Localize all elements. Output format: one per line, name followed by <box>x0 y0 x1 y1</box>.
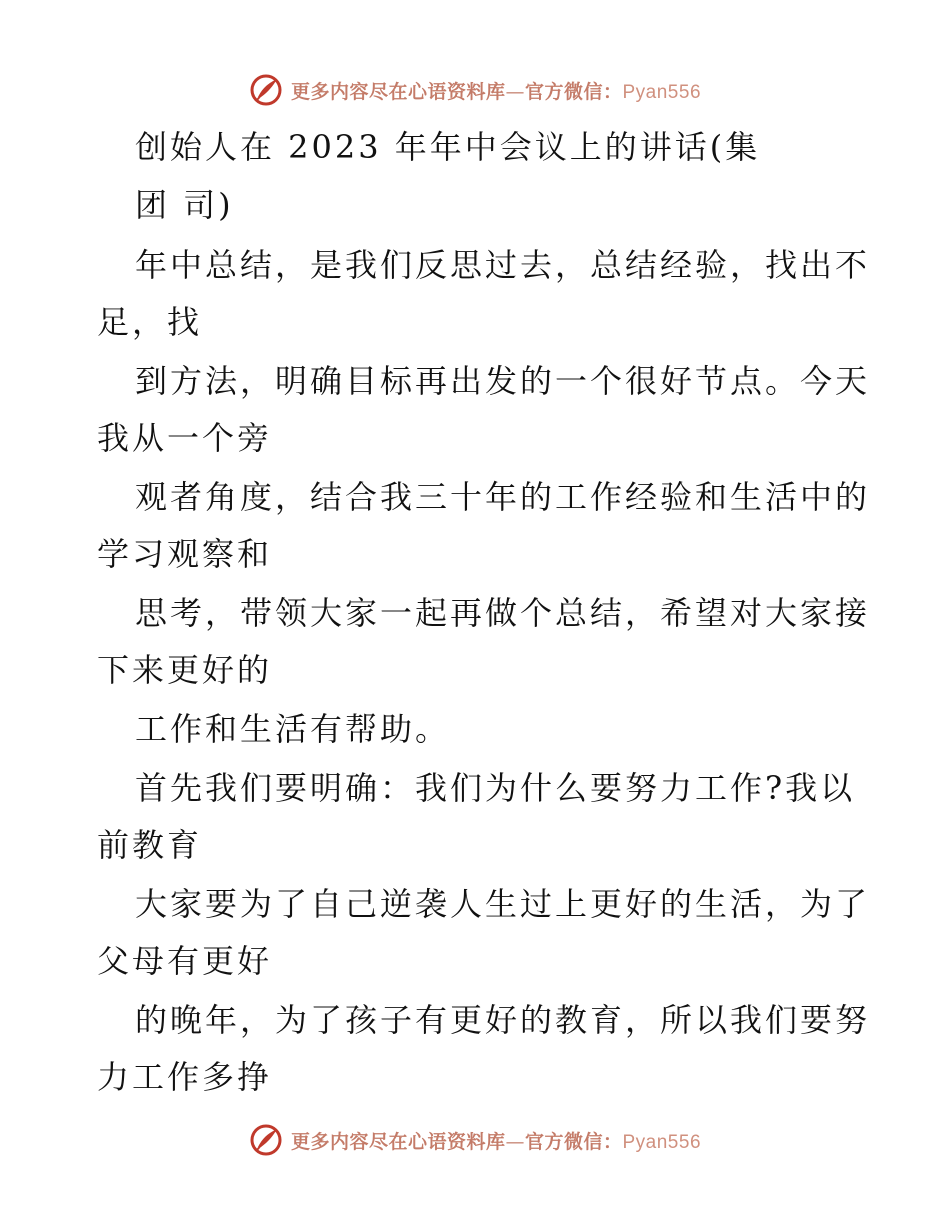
paragraph-line: 前教育 <box>97 826 203 864</box>
watermark-cn: 更多内容尽在心语资料库 <box>290 80 506 103</box>
watermark-wechat-id: Pyan556 <box>622 1131 702 1153</box>
paragraph-line: 我从一个旁 <box>97 419 273 457</box>
paragraph-line: 足，找 <box>97 303 203 341</box>
paragraph-line: 的晚年，为了孩子有更好的教育，所以我们要努 <box>135 1001 871 1039</box>
watermark-header <box>0 70 950 110</box>
paragraph-line: 力工作多挣 <box>97 1058 273 1096</box>
watermark-cn2: 官方微信： <box>524 1130 623 1153</box>
quill-logo-icon <box>249 73 283 107</box>
paragraph-line: 工作和生活有帮助。 <box>135 710 451 748</box>
quill-logo-icon <box>249 1123 283 1157</box>
watermark-dash: — <box>505 1130 525 1153</box>
paragraph-line: 首先我们要明确：我们为什么要努力工作?我以 <box>135 769 856 807</box>
document-title-line-1: 创始人在 2023 年年中会议上的讲话(集 <box>135 128 761 166</box>
watermark-wechat-id: Pyan556 <box>622 81 702 103</box>
watermark-text <box>291 1127 701 1154</box>
watermark-cn2: 官方微信： <box>524 80 623 103</box>
paragraph-line: 观者角度，结合我三十年的工作经验和生活中的 <box>135 478 871 516</box>
paragraph-line: 到方法，明确目标再出发的一个很好节点。今天 <box>135 362 871 400</box>
watermark-text <box>291 77 701 104</box>
paragraph-line: 学习观察和 <box>97 535 273 573</box>
paragraph-line: 年中总结，是我们反思过去，总结经验，找出不 <box>135 246 871 284</box>
watermark-dash: — <box>505 80 525 103</box>
watermark-footer <box>0 1120 950 1160</box>
paragraph-line: 大家要为了自己逆袭人生过上更好的生活，为了 <box>135 885 871 923</box>
paragraph-line: 父母有更好 <box>97 942 273 980</box>
paragraph-line: 下来更好的 <box>97 651 273 689</box>
paragraph-line: 思考，带领大家一起再做个总结，希望对大家接 <box>135 594 871 632</box>
document-title-line-2: 团 司) <box>135 186 234 224</box>
watermark-cn: 更多内容尽在心语资料库 <box>290 1130 506 1153</box>
